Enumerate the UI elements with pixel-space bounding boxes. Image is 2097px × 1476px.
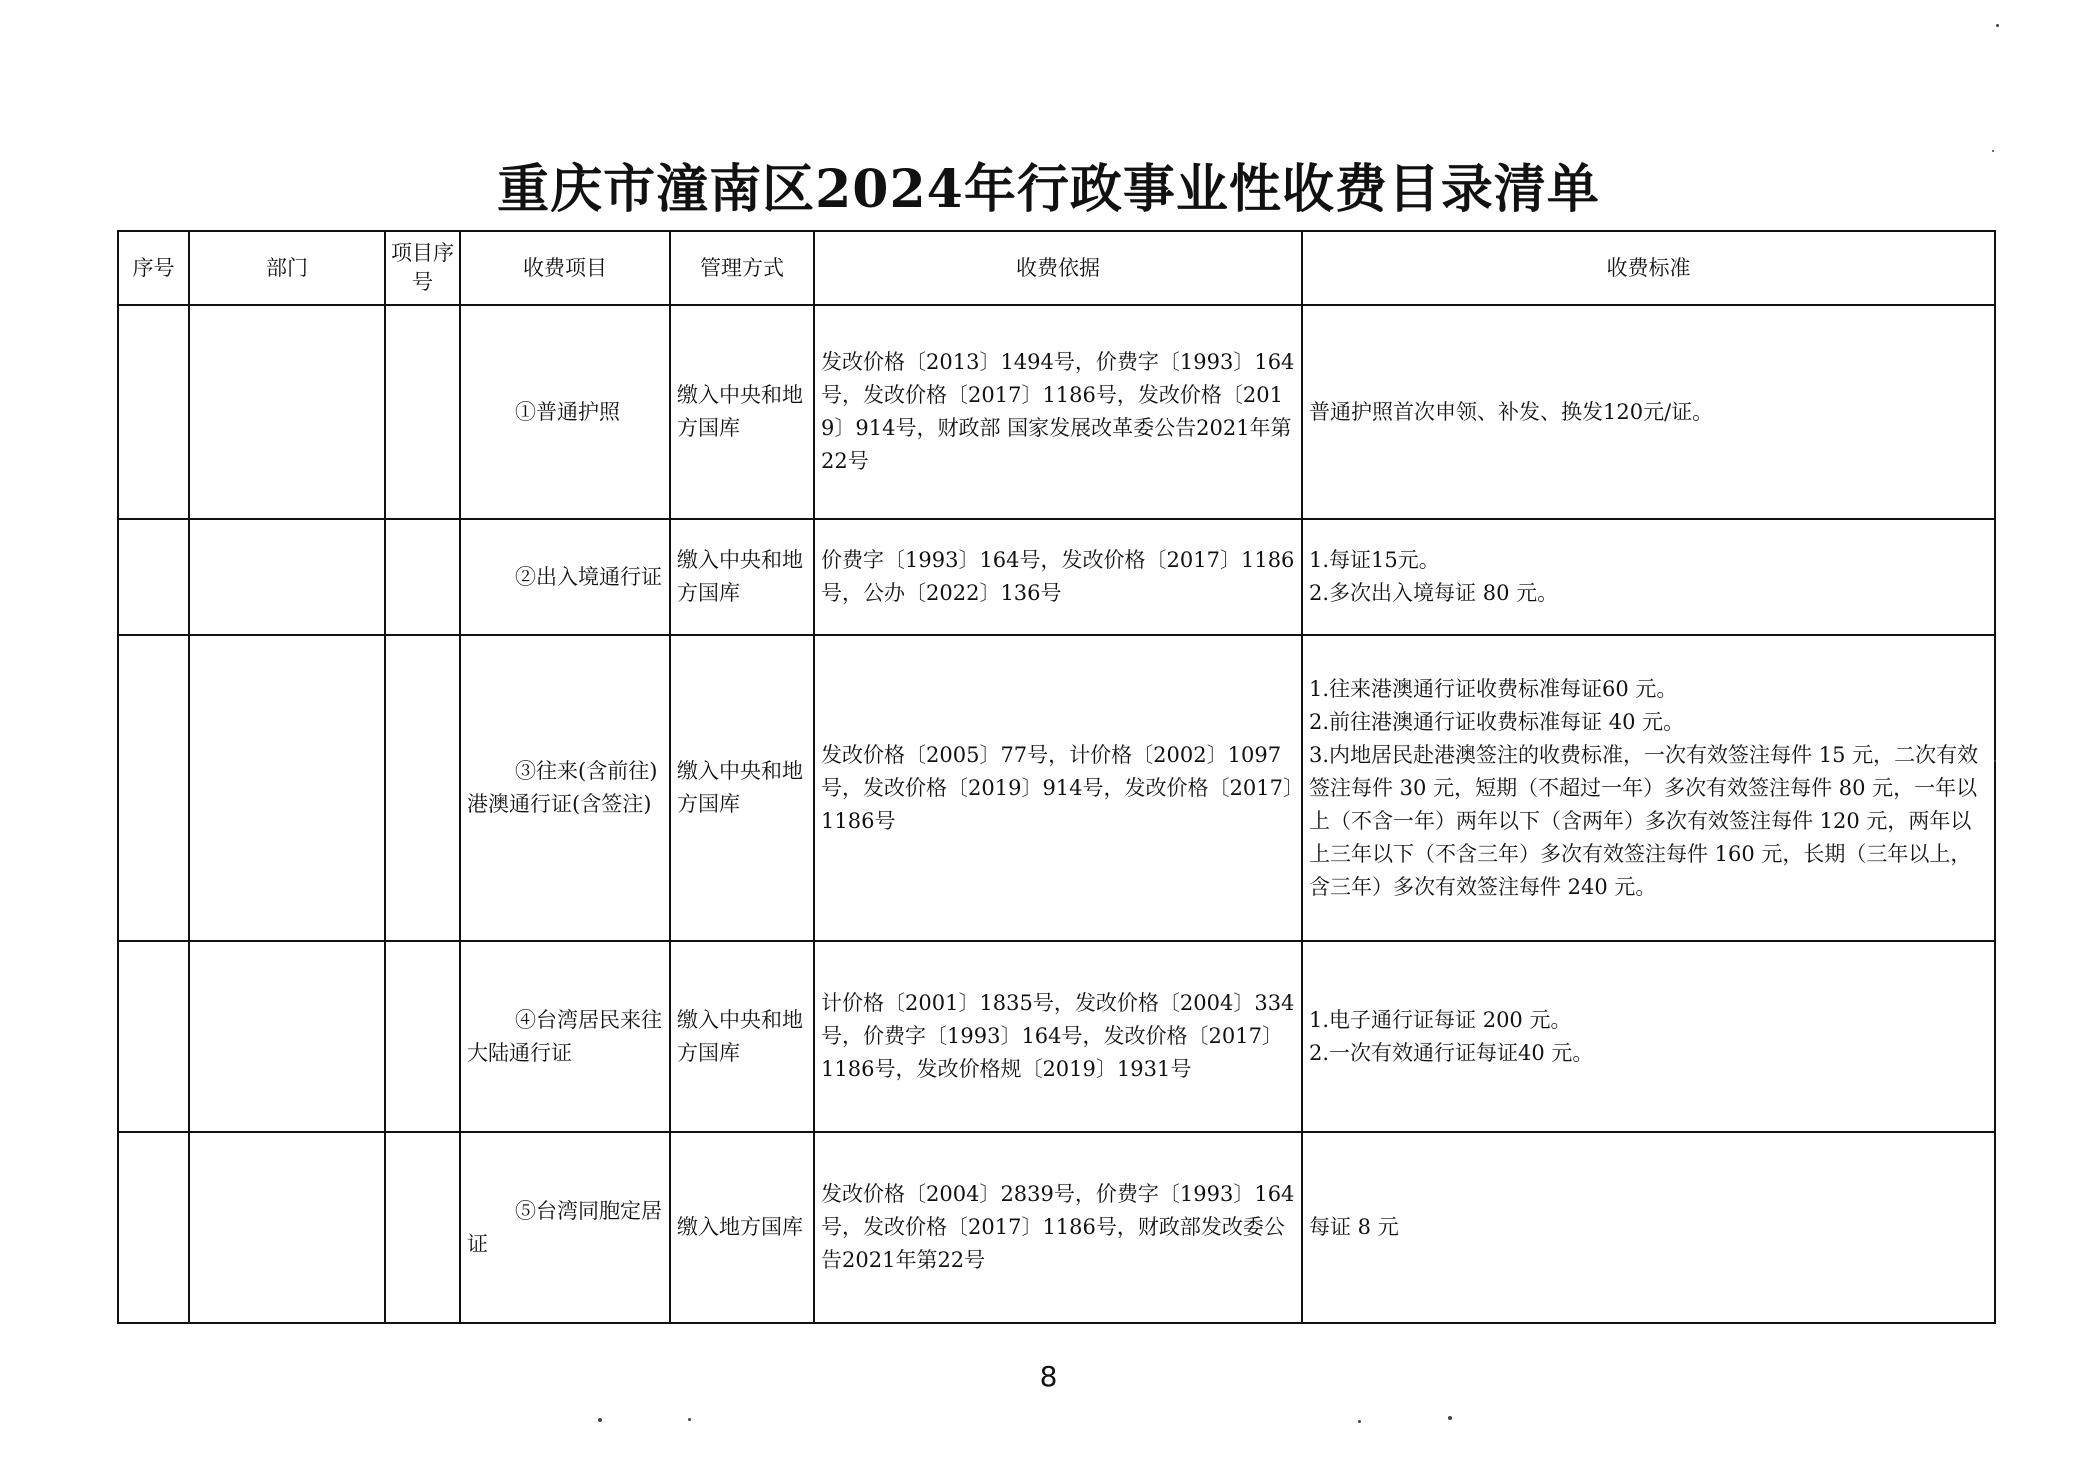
standard-line: 1.电子通行证每证 200 元。: [1309, 1007, 1572, 1032]
cell-fee-item: ②出入境通行证: [460, 519, 670, 635]
scan-speck: [1994, 760, 1996, 762]
standard-line: 2.一次有效通行证每证40 元。: [1309, 1040, 1594, 1065]
cell-department: [189, 519, 385, 635]
table-row: [118, 519, 1995, 635]
header-management: 管理方式: [670, 231, 814, 305]
scan-speck: [1358, 1420, 1361, 1423]
fee-catalog-table: [117, 230, 1996, 1324]
scan-speck: [688, 1418, 691, 1421]
cell-basis: 发改价格〔2005〕77号，计价格〔2002〕1097号，发改价格〔2019〕914号，发改价格〔2017〕1186号: [814, 635, 1302, 941]
scan-speck: [598, 1418, 602, 1422]
cell-management: 缴入中央和地方国库: [670, 519, 814, 635]
cell-department: [189, 305, 385, 519]
cell-basis: 发改价格〔2013〕1494号，价费字〔1993〕164号，发改价格〔2017〕1186号，发改价格〔2019〕914号，财政部 国家发展改革委公告2021年第22号: [814, 305, 1302, 519]
page-number: 8: [1039, 1360, 1058, 1393]
cell-management: 缴入中央和地方国库: [670, 305, 814, 519]
scan-speck: [1992, 150, 1994, 152]
cell-seq: [118, 519, 189, 635]
table-row: [118, 305, 1995, 519]
cell-standard: [1302, 305, 1995, 519]
cell-seq: [118, 305, 189, 519]
standard-line: 3.内地居民赴港澳签注的收费标准，一次有效签注每件 15 元，二次有效签注每件 30 元，短期（不超过一年）多次有效签注每件 80 元，一年以上（不含一年）两年以下（含两年）多次有效签注每件 120 元，两年以上三年以下（不含三年）多次有效签注每件 160 元，长期（三年以上，含三年）多次有效签注每件 240 元。: [1309, 742, 1979, 899]
cell-basis: 价费字〔1993〕164号，发改价格〔2017〕1186号，公办〔2022〕136号: [814, 519, 1302, 635]
standard-line: 1.每证15元。: [1309, 548, 1440, 572]
standard-line: 每证 8 元: [1309, 1215, 1399, 1239]
cell-basis: 计价格〔2001〕1835号，发改价格〔2004〕334号，价费字〔1993〕164号，发改价格〔2017〕1186号，发改价格规〔2019〕1931号: [814, 941, 1302, 1132]
cell-item-seq: [385, 305, 460, 519]
cell-item-seq: [385, 635, 460, 941]
cell-fee-item: ④台湾居民来往大陆通行证: [460, 941, 670, 1132]
header-seq: 序号: [118, 231, 189, 305]
cell-seq: [118, 1132, 189, 1323]
table-header-row: [118, 231, 1995, 305]
document-title: 重庆市潼南区2024年行政事业性收费目录清单: [497, 159, 1600, 220]
cell-standard: [1302, 635, 1995, 941]
cell-management: 缴入中央和地方国库: [670, 635, 814, 941]
cell-item-seq: [385, 941, 460, 1132]
standard-line: 1.往来港澳通行证收费标准每证60 元。: [1309, 676, 1678, 701]
cell-management: 缴入地方国库: [670, 1132, 814, 1323]
cell-basis: 发改价格〔2004〕2839号，价费字〔1993〕164号，发改价格〔2017〕1186号，财政部发改委公告2021年第22号: [814, 1132, 1302, 1323]
cell-standard: [1302, 1132, 1995, 1323]
table-row: [118, 635, 1995, 941]
cell-department: [189, 941, 385, 1132]
cell-fee-item: ③往来(含前往)港澳通行证(含签注): [460, 635, 670, 941]
cell-management: 缴入中央和地方国库: [670, 941, 814, 1132]
cell-item-seq: [385, 519, 460, 635]
cell-standard: [1302, 519, 1995, 635]
cell-fee-item: ①普通护照: [460, 305, 670, 519]
header-item-seq: 项目序号: [385, 231, 460, 305]
header-fee-item: 收费项目: [460, 231, 670, 305]
standard-line: 普通护照首次申领、补发、换发120元/证。: [1309, 399, 1714, 424]
cell-department: [189, 1132, 385, 1323]
cell-fee-item: ⑤台湾同胞定居证: [460, 1132, 670, 1323]
header-basis: 收费依据: [814, 231, 1302, 305]
standard-line: 2.前往港澳通行证收费标准每证 40 元。: [1309, 709, 1685, 734]
cell-seq: [118, 635, 189, 941]
table-row: [118, 941, 1995, 1132]
scan-speck: [1996, 24, 1999, 27]
standard-line: 2.多次出入境每证 80 元。: [1309, 581, 1559, 605]
table-row: [118, 1132, 1995, 1323]
cell-standard: [1302, 941, 1995, 1132]
cell-item-seq: [385, 1132, 460, 1323]
header-standard: 收费标准: [1302, 231, 1995, 305]
cell-department: [189, 635, 385, 941]
cell-seq: [118, 941, 189, 1132]
header-department: 部门: [189, 231, 385, 305]
scan-speck: [1448, 1416, 1452, 1420]
